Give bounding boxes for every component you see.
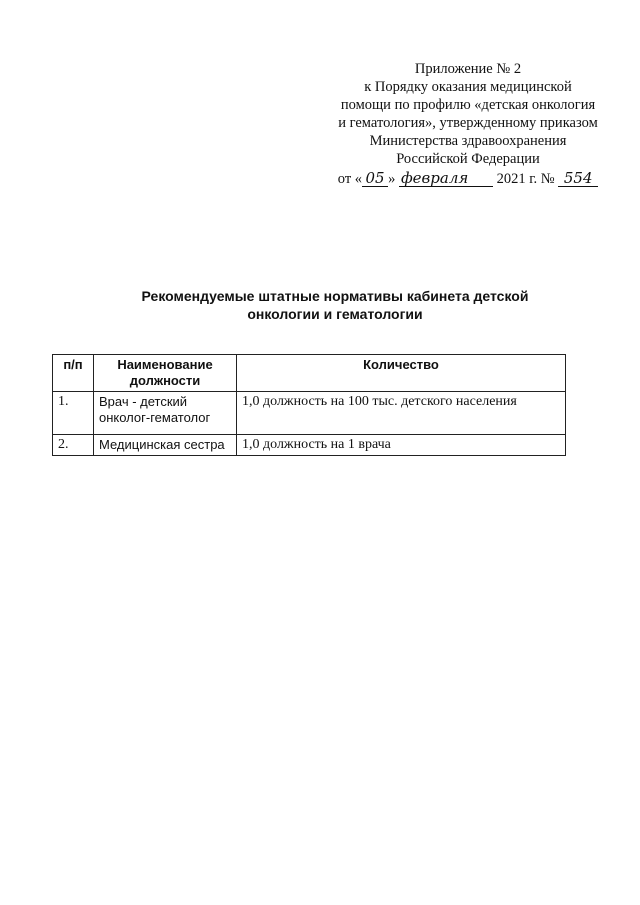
title-line-1: Рекомендуемые штатные нормативы кабинета детской (141, 288, 529, 304)
cell-position: Медицинская сестра (94, 435, 237, 456)
order-date-line (318, 170, 618, 188)
appendix-line: и гематология», утвержденному приказом (338, 115, 598, 131)
order-day: 05 (362, 170, 388, 187)
header-position: Наименование должности (94, 355, 237, 392)
appendix-line: Министерства здравоохранения (369, 133, 567, 149)
cell-number: 2. (53, 435, 94, 456)
cell-position: Врач - детский онколог-гематолог (94, 392, 237, 435)
date-quote-close: » (388, 171, 396, 187)
order-month: февраля (399, 170, 493, 187)
date-prefix: от « (337, 171, 363, 187)
table-row (53, 392, 566, 435)
table-row (53, 435, 566, 456)
appendix-line: к Порядку оказания медицинской (364, 79, 572, 95)
appendix-line: Приложение № 2 (414, 61, 522, 77)
order-year: 2021 г. (496, 171, 538, 187)
appendix-line: Российской Федерации (396, 151, 540, 167)
cell-number: 1. (53, 392, 94, 435)
header-number: п/п (53, 355, 94, 392)
title-line-2: онкологии и гематологии (247, 306, 423, 322)
document-title (100, 287, 570, 323)
header-quantity: Количество (237, 355, 566, 392)
order-number: 554 (558, 170, 598, 187)
staffing-table (52, 354, 566, 456)
cell-quantity: 1,0 должность на 100 тыс. детского населения (237, 392, 566, 435)
appendix-header (318, 60, 618, 188)
cell-quantity: 1,0 должность на 1 врача (237, 435, 566, 456)
appendix-line: помощи по профилю «детская онкология (340, 97, 596, 113)
number-sign: № (540, 171, 555, 187)
table-header-row (53, 355, 566, 392)
